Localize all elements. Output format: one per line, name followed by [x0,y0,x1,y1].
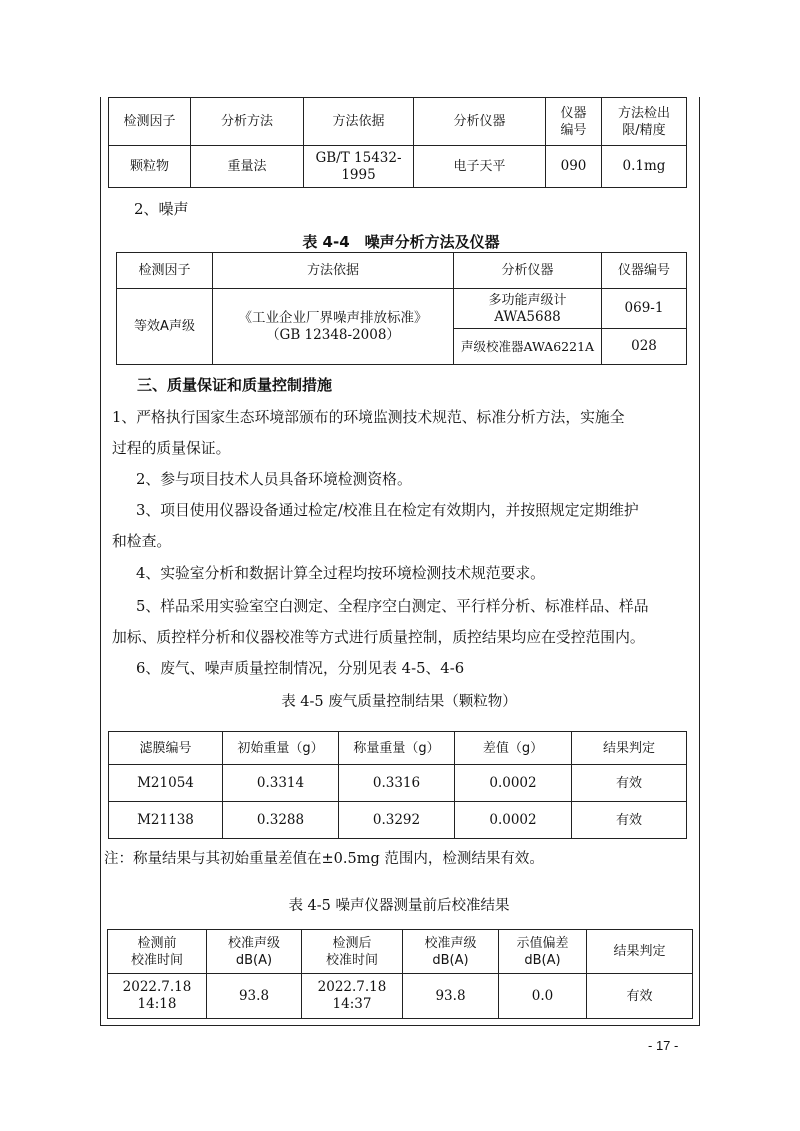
table-cell: 电子天平 [414,146,546,188]
header-line: 校准声级 [227,935,280,951]
table-cell: 028 [602,329,687,365]
table-cell [108,974,207,1019]
header-line: 方法检出 [617,105,670,121]
table-cell: 090 [546,146,602,188]
table-row [108,974,693,1019]
table-row [109,802,687,839]
table-cell: 0.3292 [339,802,455,839]
table-cell: 颗粒物 [109,146,191,188]
table-header-cell [207,930,302,974]
table-cell: M21138 [109,802,223,839]
table-cell: 有效 [572,802,687,839]
cell-line: 多功能声级计 [488,292,567,308]
paragraph-line: 和检查。 [112,533,172,550]
table-cell: 93.8 [207,974,302,1019]
table-cell: 0.3314 [223,765,339,802]
table-row [109,765,687,802]
noise-method-table [116,252,687,365]
table-header-cell: 检测因子 [109,98,191,146]
header-line: 校准声级 [424,935,477,951]
cell-line: （GB 12348-2008） [266,326,400,343]
table-header-cell [499,930,587,974]
paragraph-line: 6、废气、噪声质量控制情况，分别见表 4-5、4-6 [136,660,465,677]
table-cell: 0.1mg [602,146,687,188]
table-cell: 0.0 [499,974,587,1019]
table-header-cell: 称量重量（g） [339,732,455,765]
paragraph-line: 2、参与项目技术人员具备环境检测资格。 [136,471,412,488]
table-header-row [108,930,693,974]
cell-line: 2022.7.18 [317,979,387,995]
table-cell: 069-1 [602,289,687,329]
table-cell [302,974,403,1019]
table-row [109,146,687,188]
cell-line: 14:18 [137,996,177,1012]
exhaust-qc-table [108,731,687,839]
header-line: 仪器 [560,105,587,121]
table-header-cell [602,98,687,146]
table-header-cell: 检测因子 [117,253,213,289]
table-row [117,289,687,329]
header-line: 检测前 [137,935,177,951]
table-header-cell: 仪器编号 [602,253,687,289]
header-line: 编号 [560,122,587,138]
table-cell: 有效 [587,974,693,1019]
table-cell: 93.8 [403,974,499,1019]
cell-line: 2022.7.18 [122,979,192,995]
table-cell: 有效 [572,765,687,802]
particulate-method-table [108,97,687,188]
paragraph-line: 3、项目使用仪器设备通过检定/校准且在检定有效期内，并按照规定定期维护 [136,502,639,519]
header-line: 校准时间 [325,952,378,968]
table-header-cell [302,930,403,974]
table-cell: GB/T 15432-1995 [304,146,414,188]
paragraph-line: 5、样品采用实验室空白测定、全程序空白测定、平行样分析、标准样品、样品 [136,598,649,615]
table-cell: 0.3288 [223,802,339,839]
table-header-cell: 结果判定 [587,930,693,974]
table-cell [454,289,602,329]
table-header-cell [403,930,499,974]
table-caption: 表 4-5 废气质量控制结果（颗粒物） [281,694,517,710]
table-header-cell: 分析方法 [191,98,304,146]
table-header-cell: 初始重量（g） [223,732,339,765]
table-cell: 等效A声级 [117,289,213,365]
page-number: - 17 - [648,1038,679,1053]
table-cell: 0.0002 [455,765,572,802]
table-cell: 重量法 [191,146,304,188]
table-header-cell: 分析仪器 [414,98,546,146]
header-line: 限/精度 [622,122,666,138]
noise-calibration-table [107,929,693,1019]
table-header-cell: 滤膜编号 [109,732,223,765]
table-cell: 0.3316 [339,765,455,802]
paragraph-line: 加标、质控样分析和仪器校准等方式进行质量控制，质控结果均应在受控范围内。 [112,629,645,646]
table-header-cell: 结果判定 [572,732,687,765]
table-note: 注：称量结果与其初始重量差值在±0.5mg 范围内，检测结果有效。 [104,851,544,867]
table-header-cell [108,930,207,974]
table-header-row [109,732,687,765]
table-header-cell: 方法依据 [304,98,414,146]
table-header-cell: 分析仪器 [454,253,602,289]
table-cell: M21054 [109,765,223,802]
table-header-row [117,253,687,289]
paragraph-line: 过程的质量保证。 [112,440,231,457]
header-line: 示值偏差 [516,935,569,951]
paragraph-line: 4、实验室分析和数据计算全过程均按环境检测技术规范要求。 [136,565,545,582]
cell-line: AWA5688 [494,308,561,325]
table-cell: 声级校准器AWA6221A [454,329,602,365]
table-header-cell: 差值（g） [455,732,572,765]
table-cell: 0.0002 [455,802,572,839]
table-caption: 表 4-5 噪声仪器测量前后校准结果 [288,898,510,914]
section-heading-noise: 2、噪声 [134,200,189,218]
header-line: 校准时间 [130,952,183,968]
paragraph-line: 1、严格执行国家生态环境部颁布的环境监测技术规范、标准分析方法，实施全 [112,409,625,426]
cell-line: 《工业企业厂界噪声排放标准》 [238,309,428,326]
table-header-cell [546,98,602,146]
cell-line: 14:37 [332,996,372,1012]
table-caption: 表 4-4 噪声分析方法及仪器 [302,233,500,251]
header-line: 检测后 [332,935,372,951]
header-line: dB(A) [524,952,561,968]
table-cell [213,289,454,365]
header-line: dB(A) [432,952,469,968]
table-header-row [109,98,687,146]
section-heading-qc: 三、质量保证和质量控制措施 [137,376,333,394]
table-header-cell: 方法依据 [213,253,454,289]
header-line: dB(A) [235,952,273,968]
